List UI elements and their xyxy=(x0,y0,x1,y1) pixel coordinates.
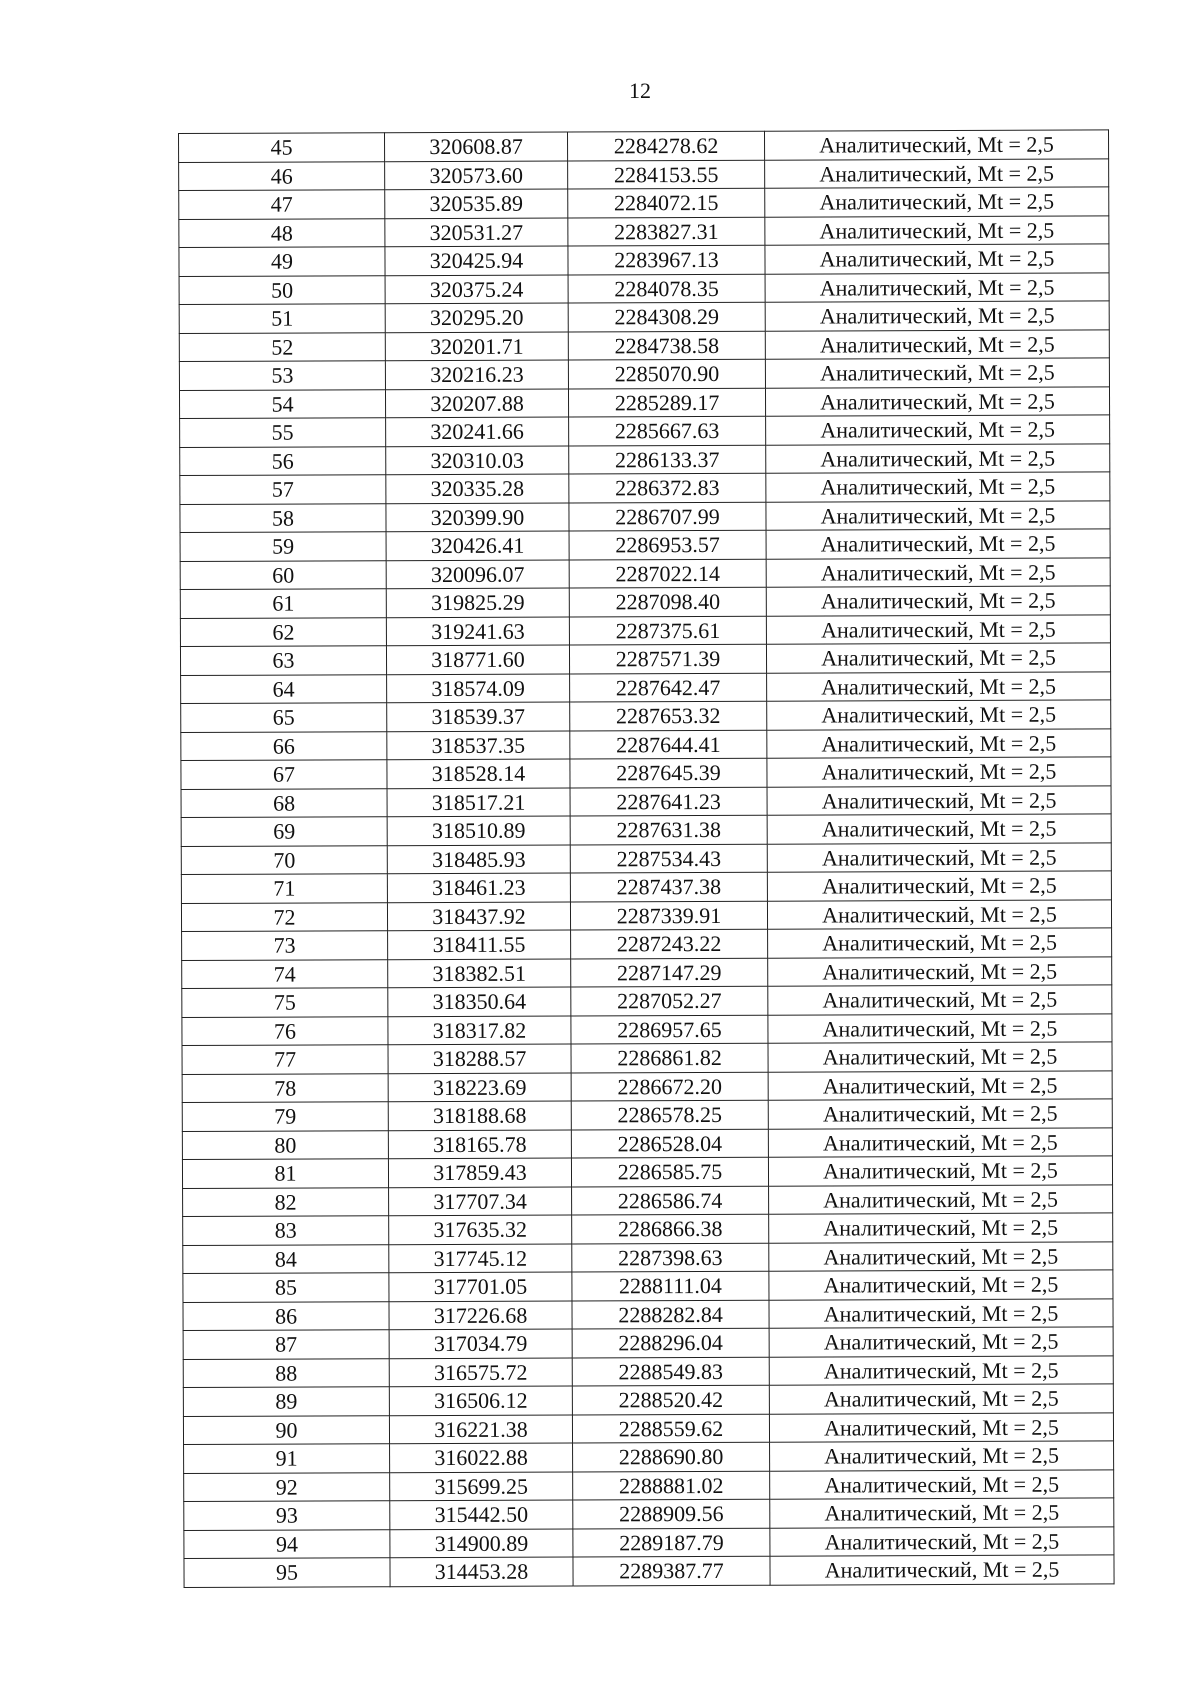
point-number-cell: 53 xyxy=(179,361,385,390)
y-coordinate-cell: 2286586.74 xyxy=(572,1186,769,1215)
table-row xyxy=(179,301,1109,333)
x-coordinate-cell: 318517.21 xyxy=(387,787,570,816)
method-cell: Аналитический, Mt = 2,5 xyxy=(765,301,1109,331)
point-number-cell: 78 xyxy=(182,1073,388,1102)
x-coordinate-cell: 318223.69 xyxy=(388,1072,571,1101)
method-cell: Аналитический, Mt = 2,5 xyxy=(766,586,1110,616)
point-number-cell: 82 xyxy=(183,1187,389,1216)
y-coordinate-cell: 2286953.57 xyxy=(569,530,766,559)
point-number-cell: 91 xyxy=(184,1444,390,1473)
method-cell: Аналитический, Mt = 2,5 xyxy=(768,1070,1112,1100)
table-row xyxy=(184,1498,1114,1530)
point-number-cell: 89 xyxy=(183,1387,389,1416)
point-number-cell: 56 xyxy=(180,446,386,475)
point-number-cell: 69 xyxy=(181,817,387,846)
point-number-cell: 80 xyxy=(182,1130,388,1159)
y-coordinate-cell: 2287098.40 xyxy=(569,587,766,616)
table-row xyxy=(181,728,1111,760)
x-coordinate-cell: 320375.24 xyxy=(385,275,568,304)
table-row xyxy=(181,757,1111,789)
method-cell: Аналитический, Mt = 2,5 xyxy=(765,386,1109,416)
x-coordinate-cell: 317859.43 xyxy=(388,1158,571,1187)
y-coordinate-cell: 2288559.62 xyxy=(572,1414,769,1443)
y-coordinate-cell: 2287653.32 xyxy=(570,701,767,730)
x-coordinate-cell: 318165.78 xyxy=(388,1129,571,1158)
point-number-cell: 65 xyxy=(181,703,387,732)
x-coordinate-cell: 316506.12 xyxy=(389,1386,572,1415)
point-number-cell: 66 xyxy=(181,731,387,760)
x-coordinate-cell: 318411.55 xyxy=(388,930,571,959)
point-number-cell: 48 xyxy=(179,218,385,247)
y-coordinate-cell: 2287642.47 xyxy=(570,673,767,702)
method-cell: Аналитический, Mt = 2,5 xyxy=(765,329,1109,359)
table-row xyxy=(180,443,1110,475)
method-cell: Аналитический, Mt = 2,5 xyxy=(770,1498,1114,1528)
x-coordinate-cell: 320207.88 xyxy=(385,389,568,418)
x-coordinate-cell: 320295.20 xyxy=(385,303,568,332)
point-number-cell: 50 xyxy=(179,275,385,304)
y-coordinate-cell: 2287571.39 xyxy=(569,644,766,673)
point-number-cell: 73 xyxy=(182,931,388,960)
table-row xyxy=(182,1070,1112,1102)
method-cell: Аналитический, Mt = 2,5 xyxy=(766,614,1110,644)
method-cell: Аналитический, Mt = 2,5 xyxy=(768,985,1112,1015)
x-coordinate-cell: 319241.63 xyxy=(386,617,569,646)
x-coordinate-cell: 317034.79 xyxy=(389,1329,572,1358)
point-number-cell: 88 xyxy=(183,1358,389,1387)
point-number-cell: 49 xyxy=(179,247,385,276)
x-coordinate-cell: 318510.89 xyxy=(387,816,570,845)
method-cell: Аналитический, Mt = 2,5 xyxy=(769,1298,1113,1328)
point-number-cell: 67 xyxy=(181,760,387,789)
y-coordinate-cell: 2289387.77 xyxy=(573,1556,770,1585)
point-number-cell: 52 xyxy=(179,332,385,361)
x-coordinate-cell: 320241.66 xyxy=(386,417,569,446)
point-number-cell: 46 xyxy=(179,161,385,190)
y-coordinate-cell: 2288549.83 xyxy=(572,1357,769,1386)
method-cell: Аналитический, Mt = 2,5 xyxy=(766,500,1110,530)
method-cell: Аналитический, Mt = 2,5 xyxy=(768,956,1112,986)
y-coordinate-cell: 2287147.29 xyxy=(571,958,768,987)
y-coordinate-cell: 2286578.25 xyxy=(571,1100,768,1129)
table-row xyxy=(180,500,1110,532)
x-coordinate-cell: 318485.93 xyxy=(387,844,570,873)
method-cell: Аналитический, Mt = 2,5 xyxy=(769,1412,1113,1442)
x-coordinate-cell: 317635.32 xyxy=(389,1215,572,1244)
point-number-cell: 72 xyxy=(181,902,387,931)
table-row xyxy=(182,956,1112,988)
y-coordinate-cell: 2286528.04 xyxy=(571,1129,768,1158)
point-number-cell: 63 xyxy=(180,646,386,675)
method-cell: Аналитический, Mt = 2,5 xyxy=(767,700,1111,730)
x-coordinate-cell: 318537.35 xyxy=(387,731,570,760)
y-coordinate-cell: 2287534.43 xyxy=(570,844,767,873)
method-cell: Аналитический, Mt = 2,5 xyxy=(765,358,1109,388)
method-cell: Аналитический, Mt = 2,5 xyxy=(770,1441,1114,1471)
y-coordinate-cell: 2286957.65 xyxy=(571,1015,768,1044)
y-coordinate-cell: 2287243.22 xyxy=(571,929,768,958)
table-row xyxy=(180,529,1110,561)
table-row xyxy=(182,1156,1112,1188)
point-number-cell: 60 xyxy=(180,560,386,589)
y-coordinate-cell: 2286585.75 xyxy=(571,1157,768,1186)
x-coordinate-cell: 317701.05 xyxy=(389,1272,572,1301)
table-row xyxy=(183,1270,1113,1302)
y-coordinate-cell: 2287644.41 xyxy=(570,730,767,759)
y-coordinate-cell: 2286672.20 xyxy=(571,1072,768,1101)
point-number-cell: 71 xyxy=(181,874,387,903)
table-row xyxy=(184,1555,1114,1587)
page-number: 12 xyxy=(629,78,651,103)
method-cell: Аналитический, Mt = 2,5 xyxy=(769,1270,1113,1300)
method-cell: Аналитический, Mt = 2,5 xyxy=(765,244,1109,274)
table-row xyxy=(181,871,1111,903)
table-row xyxy=(181,671,1111,703)
method-cell: Аналитический, Mt = 2,5 xyxy=(765,215,1109,245)
x-coordinate-cell: 315442.50 xyxy=(390,1500,573,1529)
point-number-cell: 45 xyxy=(179,133,385,162)
method-cell: Аналитический, Mt = 2,5 xyxy=(765,187,1109,217)
y-coordinate-cell: 2286707.99 xyxy=(569,502,766,531)
table-row xyxy=(183,1327,1113,1359)
x-coordinate-cell: 317707.34 xyxy=(389,1186,572,1215)
table-row xyxy=(181,842,1111,874)
method-cell: Аналитический, Mt = 2,5 xyxy=(767,842,1111,872)
point-number-cell: 57 xyxy=(180,475,386,504)
y-coordinate-cell: 2287641.23 xyxy=(570,787,767,816)
x-coordinate-cell: 318288.57 xyxy=(388,1044,571,1073)
y-coordinate-cell: 2284738.58 xyxy=(568,331,765,360)
table-row xyxy=(183,1355,1113,1387)
point-number-cell: 51 xyxy=(179,304,385,333)
x-coordinate-cell: 318350.64 xyxy=(388,987,571,1016)
x-coordinate-cell: 320216.23 xyxy=(385,360,568,389)
method-cell: Аналитический, Mt = 2,5 xyxy=(764,130,1108,160)
point-number-cell: 68 xyxy=(181,788,387,817)
y-coordinate-cell: 2283827.31 xyxy=(568,217,765,246)
table-row xyxy=(183,1298,1113,1330)
x-coordinate-cell: 320201.71 xyxy=(385,332,568,361)
x-coordinate-cell: 318317.82 xyxy=(388,1015,571,1044)
table-row xyxy=(183,1184,1113,1216)
method-cell: Аналитический, Mt = 2,5 xyxy=(768,1127,1112,1157)
table-row xyxy=(184,1526,1114,1558)
x-coordinate-cell: 318539.37 xyxy=(387,702,570,731)
x-coordinate-cell: 320425.94 xyxy=(385,246,568,275)
x-coordinate-cell: 320535.89 xyxy=(385,189,568,218)
table-row xyxy=(184,1441,1114,1473)
method-cell: Аналитический, Mt = 2,5 xyxy=(768,1156,1112,1186)
point-number-cell: 62 xyxy=(180,617,386,646)
table-row xyxy=(179,244,1109,276)
y-coordinate-cell: 2285070.90 xyxy=(568,359,765,388)
table-row xyxy=(179,329,1109,361)
table-row xyxy=(183,1213,1113,1245)
point-number-cell: 61 xyxy=(180,589,386,618)
point-number-cell: 77 xyxy=(182,1045,388,1074)
method-cell: Аналитический, Mt = 2,5 xyxy=(767,757,1111,787)
table-row xyxy=(182,1013,1112,1045)
table-row xyxy=(182,928,1112,960)
table-row xyxy=(181,785,1111,817)
x-coordinate-cell: 316575.72 xyxy=(389,1357,572,1386)
point-number-cell: 85 xyxy=(183,1273,389,1302)
y-coordinate-cell: 2287631.38 xyxy=(570,815,767,844)
coordinates-table-body xyxy=(179,130,1115,1587)
y-coordinate-cell: 2287339.91 xyxy=(570,901,767,930)
method-cell: Аналитический, Mt = 2,5 xyxy=(769,1184,1113,1214)
y-coordinate-cell: 2284153.55 xyxy=(568,160,765,189)
x-coordinate-cell: 320426.41 xyxy=(386,531,569,560)
point-number-cell: 81 xyxy=(182,1159,388,1188)
method-cell: Аналитический, Mt = 2,5 xyxy=(768,1099,1112,1129)
method-cell: Аналитический, Mt = 2,5 xyxy=(767,785,1111,815)
table-row xyxy=(183,1384,1113,1416)
method-cell: Аналитический, Mt = 2,5 xyxy=(766,643,1110,673)
table-row xyxy=(183,1241,1113,1273)
method-cell: Аналитический, Mt = 2,5 xyxy=(770,1469,1114,1499)
point-number-cell: 79 xyxy=(182,1102,388,1131)
y-coordinate-cell: 2285289.17 xyxy=(568,388,765,417)
y-coordinate-cell: 2284308.29 xyxy=(568,302,765,331)
point-number-cell: 87 xyxy=(183,1330,389,1359)
table-row xyxy=(179,386,1109,418)
table-row xyxy=(180,415,1110,447)
point-number-cell: 70 xyxy=(181,845,387,874)
table-row xyxy=(184,1469,1114,1501)
y-coordinate-cell: 2289187.79 xyxy=(573,1528,770,1557)
x-coordinate-cell: 318461.23 xyxy=(387,873,570,902)
point-number-cell: 76 xyxy=(182,1016,388,1045)
table-row xyxy=(180,557,1110,589)
x-coordinate-cell: 318574.09 xyxy=(387,674,570,703)
table-row xyxy=(181,700,1111,732)
y-coordinate-cell: 2286133.37 xyxy=(569,445,766,474)
x-coordinate-cell: 316022.88 xyxy=(390,1443,573,1472)
x-coordinate-cell: 320573.60 xyxy=(385,161,568,190)
x-coordinate-cell: 316221.38 xyxy=(389,1414,572,1443)
method-cell: Аналитический, Mt = 2,5 xyxy=(769,1213,1113,1243)
table-row xyxy=(182,1042,1112,1074)
table-row xyxy=(183,1412,1113,1444)
method-cell: Аналитический, Mt = 2,5 xyxy=(766,557,1110,587)
point-number-cell: 75 xyxy=(182,988,388,1017)
x-coordinate-cell: 318528.14 xyxy=(387,759,570,788)
point-number-cell: 92 xyxy=(184,1472,390,1501)
coordinates-table xyxy=(178,129,1115,1587)
x-coordinate-cell: 320310.03 xyxy=(386,446,569,475)
x-coordinate-cell: 320531.27 xyxy=(385,218,568,247)
x-coordinate-cell: 319825.29 xyxy=(386,588,569,617)
x-coordinate-cell: 320335.28 xyxy=(386,474,569,503)
table-row xyxy=(180,472,1110,504)
table-row xyxy=(181,899,1111,931)
method-cell: Аналитический, Mt = 2,5 xyxy=(769,1241,1113,1271)
table-row xyxy=(180,614,1110,646)
y-coordinate-cell: 2288690.80 xyxy=(573,1442,770,1471)
x-coordinate-cell: 317745.12 xyxy=(389,1243,572,1272)
method-cell: Аналитический, Mt = 2,5 xyxy=(768,928,1112,958)
table-row xyxy=(181,814,1111,846)
point-number-cell: 95 xyxy=(184,1558,390,1587)
x-coordinate-cell: 320096.07 xyxy=(386,560,569,589)
method-cell: Аналитический, Mt = 2,5 xyxy=(765,158,1109,188)
table-row xyxy=(182,985,1112,1017)
point-number-cell: 59 xyxy=(180,532,386,561)
point-number-cell: 47 xyxy=(179,190,385,219)
method-cell: Аналитический, Mt = 2,5 xyxy=(766,472,1110,502)
method-cell: Аналитический, Mt = 2,5 xyxy=(767,671,1111,701)
x-coordinate-cell: 318382.51 xyxy=(388,958,571,987)
point-number-cell: 94 xyxy=(184,1529,390,1558)
point-number-cell: 84 xyxy=(183,1244,389,1273)
table-row xyxy=(179,158,1109,190)
point-number-cell: 58 xyxy=(180,503,386,532)
x-coordinate-cell: 318771.60 xyxy=(386,645,569,674)
x-coordinate-cell: 314453.28 xyxy=(390,1557,573,1586)
y-coordinate-cell: 2288296.04 xyxy=(572,1328,769,1357)
point-number-cell: 90 xyxy=(183,1415,389,1444)
method-cell: Аналитический, Mt = 2,5 xyxy=(768,1042,1112,1072)
table-row xyxy=(179,130,1109,162)
method-cell: Аналитический, Mt = 2,5 xyxy=(766,443,1110,473)
point-number-cell: 86 xyxy=(183,1301,389,1330)
table-row xyxy=(182,1127,1112,1159)
y-coordinate-cell: 2287398.63 xyxy=(572,1243,769,1272)
x-coordinate-cell: 315699.25 xyxy=(390,1471,573,1500)
y-coordinate-cell: 2288111.04 xyxy=(572,1271,769,1300)
method-cell: Аналитический, Mt = 2,5 xyxy=(765,272,1109,302)
y-coordinate-cell: 2286372.83 xyxy=(569,473,766,502)
table-row xyxy=(179,358,1109,390)
y-coordinate-cell: 2284072.15 xyxy=(568,188,765,217)
table-row xyxy=(179,215,1109,247)
method-cell: Аналитический, Mt = 2,5 xyxy=(767,871,1111,901)
x-coordinate-cell: 318188.68 xyxy=(388,1101,571,1130)
y-coordinate-cell: 2287645.39 xyxy=(570,758,767,787)
point-number-cell: 55 xyxy=(180,418,386,447)
method-cell: Аналитический, Mt = 2,5 xyxy=(768,1013,1112,1043)
x-coordinate-cell: 320399.90 xyxy=(386,503,569,532)
method-cell: Аналитический, Mt = 2,5 xyxy=(769,1355,1113,1385)
y-coordinate-cell: 2286861.82 xyxy=(571,1043,768,1072)
point-number-cell: 93 xyxy=(184,1501,390,1530)
y-coordinate-cell: 2288282.84 xyxy=(572,1300,769,1329)
method-cell: Аналитический, Mt = 2,5 xyxy=(766,529,1110,559)
method-cell: Аналитический, Mt = 2,5 xyxy=(769,1384,1113,1414)
x-coordinate-cell: 320608.87 xyxy=(385,132,568,161)
method-cell: Аналитический, Mt = 2,5 xyxy=(770,1555,1114,1585)
y-coordinate-cell: 2285667.63 xyxy=(569,416,766,445)
x-coordinate-cell: 318437.92 xyxy=(387,901,570,930)
y-coordinate-cell: 2287052.27 xyxy=(571,986,768,1015)
y-coordinate-cell: 2287022.14 xyxy=(569,559,766,588)
point-number-cell: 83 xyxy=(183,1216,389,1245)
method-cell: Аналитический, Mt = 2,5 xyxy=(767,814,1111,844)
method-cell: Аналитический, Mt = 2,5 xyxy=(770,1526,1114,1556)
point-number-cell: 64 xyxy=(181,674,387,703)
y-coordinate-cell: 2288520.42 xyxy=(572,1385,769,1414)
y-coordinate-cell: 2288881.02 xyxy=(573,1471,770,1500)
x-coordinate-cell: 317226.68 xyxy=(389,1300,572,1329)
y-coordinate-cell: 2284078.35 xyxy=(568,274,765,303)
y-coordinate-cell: 2288909.56 xyxy=(573,1499,770,1528)
x-coordinate-cell: 314900.89 xyxy=(390,1528,573,1557)
y-coordinate-cell: 2286866.38 xyxy=(572,1214,769,1243)
method-cell: Аналитический, Mt = 2,5 xyxy=(767,899,1111,929)
table-row xyxy=(179,272,1109,304)
table-row xyxy=(180,643,1110,675)
table-row xyxy=(182,1099,1112,1131)
y-coordinate-cell: 2284278.62 xyxy=(567,131,764,160)
table-row xyxy=(180,586,1110,618)
method-cell: Аналитический, Mt = 2,5 xyxy=(769,1327,1113,1357)
y-coordinate-cell: 2283967.13 xyxy=(568,245,765,274)
method-cell: Аналитический, Mt = 2,5 xyxy=(767,728,1111,758)
y-coordinate-cell: 2287437.38 xyxy=(570,872,767,901)
table-row xyxy=(179,187,1109,219)
point-number-cell: 74 xyxy=(182,959,388,988)
point-number-cell: 54 xyxy=(179,389,385,418)
y-coordinate-cell: 2287375.61 xyxy=(569,616,766,645)
method-cell: Аналитический, Mt = 2,5 xyxy=(766,415,1110,445)
